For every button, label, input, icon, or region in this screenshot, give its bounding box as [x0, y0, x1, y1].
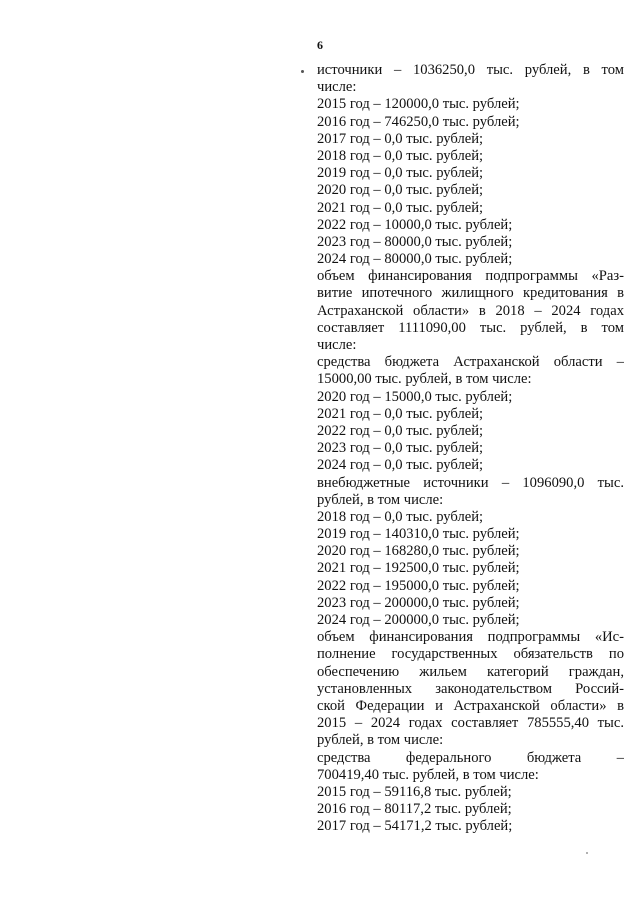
text-line: 2024 год – 200000,0 тыс. рублей;: [317, 612, 520, 628]
text-line: установленных законодательством Россий-: [317, 680, 624, 697]
text-line: 2020 год – 168280,0 тыс. рублей;: [317, 543, 520, 560]
text-line: 2019 год – 140310,0 тыс. рублей;: [317, 526, 520, 543]
text-line: 15000,00 тыс. рублей, в том числе:: [317, 371, 532, 388]
text-line: рублей, в том числе:: [317, 491, 444, 508]
text-line: внебюджетные источники – 1096090,0 тыс.: [317, 474, 624, 491]
text-line: витие ипотечного жилищного кредитования в: [317, 285, 624, 302]
text-line: 2019 год – 0,0 тыс. рублей;: [317, 165, 484, 182]
text-line: ской Федерации и Астраханской области» в: [317, 697, 624, 714]
text-line: 2016 год – 746250,0 тыс. рублей;: [317, 113, 520, 130]
text-line: 2021 год – 0,0 тыс. рублей;: [317, 405, 484, 422]
text-line: источники – 1036250,0 тыс. рублей, в том: [317, 62, 624, 78]
text-line: 2015 год – 59116,8 тыс. рублей;: [317, 783, 512, 800]
text-line: 2015 – 2024 годах составляет 785555,40 тыс.: [317, 715, 624, 732]
text-line: 2017 год – 54171,2 тыс. рублей;: [317, 818, 513, 835]
text-line: 2022 год – 0,0 тыс. рублей;: [317, 422, 484, 439]
text-line: 2024 год – 80000,0 тыс. рублей;: [317, 251, 513, 268]
text-line: 2018 год – 0,0 тыс. рублей;: [317, 147, 484, 164]
text-line: средства бюджета Астраханской области –: [317, 354, 624, 371]
text-line: 2021 год – 192500,0 тыс. рублей;: [317, 560, 520, 577]
text-line: числе:: [317, 337, 357, 353]
text-line: рублей, в том числе:: [317, 732, 444, 749]
text-line: 2015 год – 120000,0 тыс. рублей;: [317, 96, 520, 113]
text-line: 2023 год – 80000,0 тыс. рублей;: [317, 233, 513, 250]
text-line: 2016 год – 80117,2 тыс. рублей;: [317, 801, 512, 818]
text-line: обеспечению жильем категорий граждан,: [317, 663, 624, 680]
scan-speck: [586, 852, 588, 854]
text-line: 2022 год – 195000,0 тыс. рублей;: [317, 577, 520, 594]
text-line: 2023 год – 200000,0 тыс. рублей;: [317, 594, 520, 611]
text-line: 700419,40 тыс. рублей, в том числе:: [317, 766, 539, 783]
text-line: объем финансирования подпрограммы «Раз-: [317, 268, 624, 285]
text-line: Астраханской области» в 2018 – 2024 годах: [317, 302, 624, 319]
text-line: числе:: [317, 79, 357, 96]
text-line: объем финансирования подпрограммы «Ис-: [317, 629, 624, 646]
text-line: 2017 год – 0,0 тыс. рублей;: [317, 130, 484, 147]
page-number: 6: [317, 38, 323, 52]
text-line: 2020 год – 15000,0 тыс. рублей;: [317, 388, 513, 405]
text-line: 2023 год – 0,0 тыс. рублей;: [317, 440, 484, 457]
scan-speck: [301, 70, 304, 73]
text-line: 2020 год – 0,0 тыс. рублей;: [317, 182, 484, 199]
text-line: средства федерального бюджета –: [317, 749, 624, 766]
text-line: 2021 год – 0,0 тыс. рублей;: [317, 199, 484, 216]
text-line: 2018 год – 0,0 тыс. рублей;: [317, 508, 484, 525]
document-text-column: [317, 62, 624, 835]
text-line: полнение государственных обязательств по: [317, 646, 624, 663]
text-line: 2024 год – 0,0 тыс. рублей;: [317, 457, 484, 474]
text-line: 2022 год – 10000,0 тыс. рублей;: [317, 216, 513, 233]
text-line: составляет 1111090,00 тыс. рублей, в том: [317, 319, 624, 336]
